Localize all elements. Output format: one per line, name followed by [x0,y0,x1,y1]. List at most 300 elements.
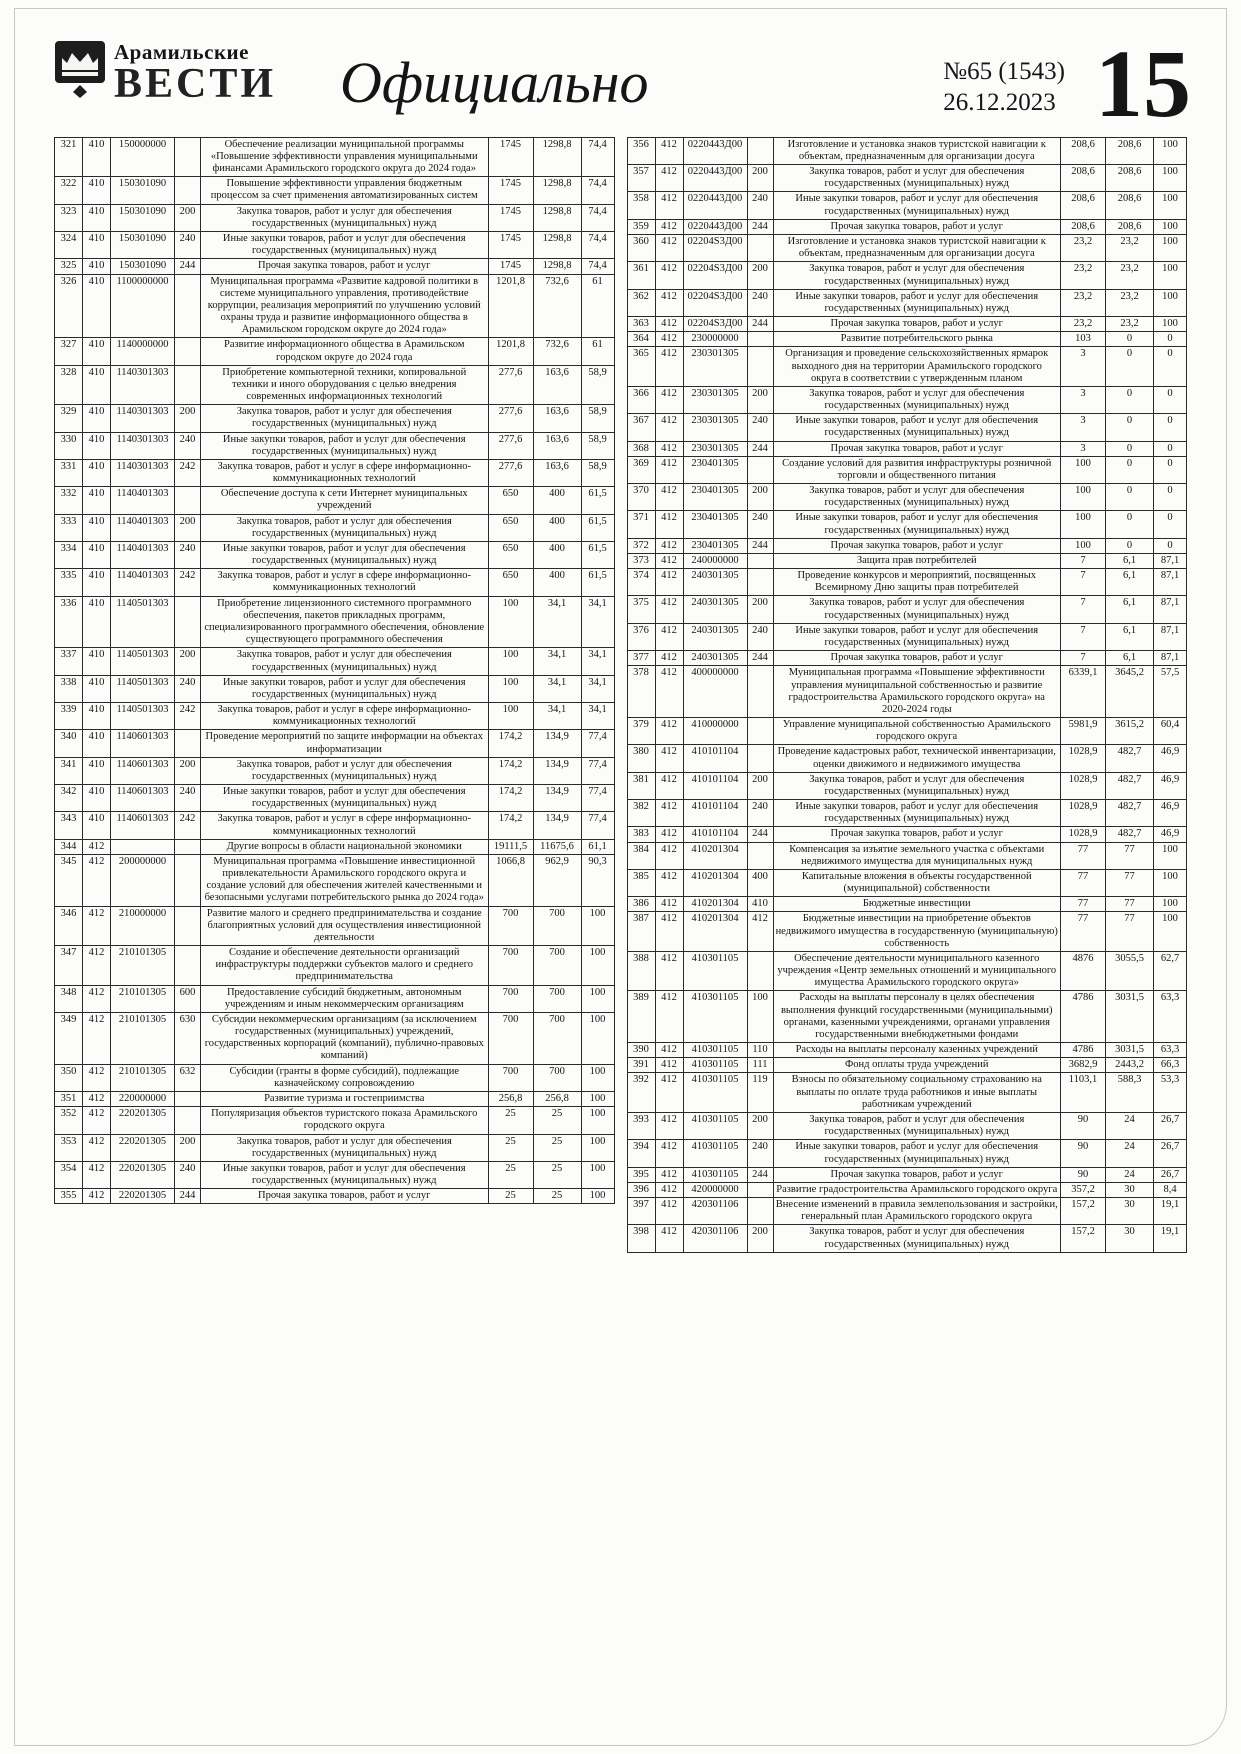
plan-value: 277,6 [488,365,533,405]
row-number: 337 [55,648,83,675]
table-row [627,745,1187,772]
percent-value: 0 [1154,332,1187,347]
newspaper-name [114,40,276,105]
expense-description: Приобретение компьютерной техники, копировальной техники и иного оборудования с целью внедрения современных информационных технологий [201,365,489,405]
row-number: 383 [627,827,655,842]
issue-block [943,56,1065,119]
expense-type-code: 240 [747,511,773,538]
row-number: 367 [627,414,655,441]
chapter-code: 412 [655,1058,683,1073]
expense-type-code: 240 [747,289,773,316]
plan-value: 100 [1061,538,1106,553]
target-article-code: 200000000 [111,854,175,906]
executed-value: 0 [1106,538,1154,553]
row-number: 373 [627,553,655,568]
row-number: 347 [55,946,83,986]
plan-value: 1028,9 [1061,827,1106,842]
chapter-code: 412 [655,1043,683,1058]
expense-type-code [175,854,201,906]
executed-value: 134,9 [533,730,581,757]
chapter-code: 412 [655,538,683,553]
plan-value: 1745 [488,177,533,204]
row-number: 330 [55,432,83,459]
expense-description: Закупка товаров, работ и услуг в сфере информационно-коммуникационных технологий [201,459,489,486]
row-number: 354 [55,1161,83,1188]
table-row [55,812,615,839]
executed-value: 732,6 [533,274,581,338]
target-article-code: 410101104 [683,827,747,842]
target-article-code: 0220443Д00 [683,219,747,234]
table-row [627,897,1187,912]
table-row [627,553,1187,568]
table-row [627,441,1187,456]
expense-type-code: 200 [747,772,773,799]
executed-value: 400 [533,569,581,596]
row-number: 389 [627,991,655,1043]
right-column [627,137,1188,1253]
expense-description: Иные закупки товаров, работ и услуг для обеспечения государственных (муниципальных) нужд [773,414,1061,441]
table-row [627,386,1187,413]
row-number: 378 [627,666,655,718]
row-number: 342 [55,785,83,812]
plan-value: 1201,8 [488,338,533,365]
percent-value: 60,4 [1154,718,1187,745]
expense-type-code [175,137,201,177]
executed-value: 3055,5 [1106,951,1154,991]
plan-value: 157,2 [1061,1225,1106,1252]
row-number: 325 [55,259,83,274]
executed-value: 134,9 [533,812,581,839]
executed-value: 25 [533,1107,581,1134]
executed-value: 163,6 [533,459,581,486]
target-article-code: 1140401303 [111,514,175,541]
target-article-code: 240000000 [683,553,747,568]
executed-value: 163,6 [533,365,581,405]
chapter-code: 412 [655,347,683,387]
target-article-code: 1140501303 [111,648,175,675]
table-row [627,1140,1187,1167]
expense-type-code [175,274,201,338]
row-number: 357 [627,165,655,192]
target-article-code: 0220443Д00 [683,165,747,192]
expense-type-code [747,235,773,262]
row-number: 394 [627,1140,655,1167]
chapter-code: 412 [655,1182,683,1197]
row-number: 349 [55,1012,83,1064]
table-row [55,459,615,486]
row-number: 395 [627,1167,655,1182]
plan-value: 650 [488,541,533,568]
percent-value: 100 [581,1107,614,1134]
plan-value: 256,8 [488,1092,533,1107]
row-number: 338 [55,675,83,702]
expense-description: Закупка товаров, работ и услуг для обеспечения государственных (муниципальных) нужд [773,165,1061,192]
plan-value: 174,2 [488,785,533,812]
expense-description: Прочая закупка товаров, работ и услуг [201,1189,489,1204]
percent-value: 100 [1154,219,1187,234]
expense-description: Иные закупки товаров, работ и услуг для обеспечения государственных (муниципальных) нужд [773,623,1061,650]
expense-type-code: 632 [175,1064,201,1091]
table-row [627,332,1187,347]
plan-value: 174,2 [488,730,533,757]
target-article-code: 230000000 [683,332,747,347]
row-number: 350 [55,1064,83,1091]
percent-value: 100 [581,1134,614,1161]
expense-description: Муниципальная программа «Повышение эффективности управления муниципальной собственностью и развитие градостроительства Арамильского городского округа» на 2020-2024 годы [773,666,1061,718]
chapter-code: 412 [655,553,683,568]
executed-value: 0 [1106,484,1154,511]
percent-value: 46,9 [1154,827,1187,842]
expense-description: Закупка товаров, работ и услуг в сфере информационно-коммуникационных технологий [201,812,489,839]
executed-value: 6,1 [1106,651,1154,666]
expense-type-code [747,332,773,347]
expense-description: Иные закупки товаров, работ и услуг для обеспечения государственных (муниципальных) нужд [773,511,1061,538]
executed-value: 163,6 [533,432,581,459]
plan-value: 23,2 [1061,317,1106,332]
plan-value: 77 [1061,897,1106,912]
executed-value: 134,9 [533,785,581,812]
expense-description: Иные закупки товаров, работ и услуг для обеспечения государственных (муниципальных) нужд [773,800,1061,827]
expense-description: Закупка товаров, работ и услуг для обеспечения государственных (муниципальных) нужд [773,262,1061,289]
plan-value: 23,2 [1061,262,1106,289]
expense-type-code: 412 [747,912,773,952]
table-row [627,538,1187,553]
expense-type-code: 244 [175,1189,201,1204]
expense-type-code [175,1092,201,1107]
target-article-code: 410101104 [683,800,747,827]
percent-value: 100 [1154,897,1187,912]
expense-type-code [747,666,773,718]
page-number: 15 [1095,30,1191,137]
plan-value: 700 [488,946,533,986]
chapter-code: 412 [655,827,683,842]
percent-value: 0 [1154,347,1187,387]
executed-value: 588,3 [1106,1073,1154,1113]
percent-value: 87,1 [1154,569,1187,596]
percent-value: 8,4 [1154,1182,1187,1197]
row-number: 390 [627,1043,655,1058]
newspaper-name-line1: Арамильские [114,40,249,64]
percent-value: 26,7 [1154,1167,1187,1182]
expense-description: Иные закупки товаров, работ и услуг для обеспечения государственных (муниципальных) нужд [773,1140,1061,1167]
percent-value: 100 [1154,165,1187,192]
executed-value: 1298,8 [533,204,581,231]
executed-value: 732,6 [533,338,581,365]
percent-value: 46,9 [1154,745,1187,772]
executed-value: 25 [533,1161,581,1188]
table-row [627,1043,1187,1058]
percent-value: 61,5 [581,541,614,568]
expense-description: Иные закупки товаров, работ и услуг для обеспечения государственных (муниципальных) нужд [201,541,489,568]
percent-value: 61,5 [581,569,614,596]
target-article-code: 410101104 [683,772,747,799]
target-article-code: 220000000 [111,1092,175,1107]
chapter-code: 412 [655,192,683,219]
chapter-code: 412 [655,596,683,623]
percent-value: 19,1 [1154,1225,1187,1252]
expense-description: Проведение кадастровых работ, технической инвентаризации, оценки движимого и недвижимого имущества [773,745,1061,772]
target-article-code: 1140401303 [111,541,175,568]
target-article-code: 240301305 [683,623,747,650]
expense-description: Проведение конкурсов и мероприятий, посвященных Всемирному Дню защиты прав потребителей [773,569,1061,596]
row-number: 361 [627,262,655,289]
chapter-code: 412 [655,456,683,483]
row-number: 393 [627,1113,655,1140]
expense-description: Обеспечение деятельности муниципального казенного учреждения «Центр земельных отношений и муниципального имущества Арамильского городского округа» [773,951,1061,991]
percent-value: 100 [1154,869,1187,896]
plan-value: 7 [1061,553,1106,568]
expense-type-code: 110 [747,1043,773,1058]
executed-value: 30 [1106,1225,1154,1252]
target-article-code: 420301106 [683,1225,747,1252]
plan-value: 3 [1061,386,1106,413]
target-article-code: 410301105 [683,1140,747,1167]
expense-type-code [747,137,773,164]
plan-value: 650 [488,569,533,596]
row-number: 377 [627,651,655,666]
executed-value: 34,1 [533,675,581,702]
expense-description: Обеспечение доступа к сети Интернет муниципальных учреждений [201,487,489,514]
expense-type-code: 244 [747,827,773,842]
expense-type-code [747,347,773,387]
expense-type-code [747,951,773,991]
target-article-code: 1140501303 [111,675,175,702]
chapter-code: 410 [83,405,111,432]
expense-type-code: 200 [175,514,201,541]
expense-description: Бюджетные инвестиции на приобретение объектов недвижимого имущества в государственную (муниципальную) собственность [773,912,1061,952]
expense-description: Прочая закупка товаров, работ и услуг [773,441,1061,456]
row-number: 358 [627,192,655,219]
chapter-code: 412 [655,842,683,869]
percent-value: 100 [581,906,614,946]
row-number: 360 [627,235,655,262]
row-number: 346 [55,906,83,946]
chapter-code: 412 [83,1134,111,1161]
expense-type-code: 200 [747,165,773,192]
expense-description: Закупка товаров, работ и услуг для обеспечения государственных (муниципальных) нужд [201,757,489,784]
table-row [55,596,615,648]
expense-description: Субсидии некоммерческим организациям (за исключением государственных (муниципальных) учреждений, государственных корпораций (компаний), публично-правовых компаний) [201,1012,489,1064]
expense-description: Управление муниципальной собственностью Арамильского городского округа [773,718,1061,745]
row-number: 332 [55,487,83,514]
expense-description: Развитие потребительского рынка [773,332,1061,347]
row-number: 327 [55,338,83,365]
chapter-code: 410 [83,137,111,177]
percent-value: 34,1 [581,675,614,702]
plan-value: 25 [488,1189,533,1204]
plan-value: 100 [1061,484,1106,511]
target-article-code: 410301105 [683,1113,747,1140]
plan-value: 90 [1061,1140,1106,1167]
expense-type-code: 240 [747,623,773,650]
chapter-code: 412 [655,897,683,912]
table-row [55,405,615,432]
table-row [627,165,1187,192]
plan-value: 3 [1061,347,1106,387]
plan-value: 100 [488,703,533,730]
expense-type-code: 242 [175,703,201,730]
plan-value: 90 [1061,1167,1106,1182]
target-article-code: 220201305 [111,1161,175,1188]
expense-description: Компенсация за изъятие земельного участка с объектами недвижимого имущества для муниципальных нужд [773,842,1061,869]
expense-type-code [747,1198,773,1225]
expense-type-code: 119 [747,1073,773,1113]
target-article-code: 02204S3Д00 [683,262,747,289]
plan-value: 700 [488,1012,533,1064]
row-number: 365 [627,347,655,387]
plan-value: 100 [488,675,533,702]
expense-description: Закупка товаров, работ и услуг для обеспечения государственных (муниципальных) нужд [773,596,1061,623]
executed-value: 256,8 [533,1092,581,1107]
percent-value: 87,1 [1154,623,1187,650]
percent-value: 58,9 [581,365,614,405]
expense-type-code: 200 [747,386,773,413]
row-number: 369 [627,456,655,483]
executed-value: 23,2 [1106,262,1154,289]
plan-value: 650 [488,487,533,514]
target-article-code: 1140601303 [111,812,175,839]
percent-value: 100 [581,1012,614,1064]
expense-description: Прочая закупка товаров, работ и услуг [773,317,1061,332]
chapter-code: 412 [655,1225,683,1252]
expense-type-code: 242 [175,812,201,839]
chapter-code: 410 [83,596,111,648]
target-article-code: 410201304 [683,842,747,869]
table-row [627,842,1187,869]
target-article-code: 1140401303 [111,569,175,596]
row-number: 368 [627,441,655,456]
executed-value: 3615,2 [1106,718,1154,745]
table-row [55,730,615,757]
expense-description: Закупка товаров, работ и услуг для обеспечения государственных (муниципальных) нужд [773,772,1061,799]
executed-value: 2443,2 [1106,1058,1154,1073]
row-number: 392 [627,1073,655,1113]
table-row [627,484,1187,511]
expense-description: Развитие туризма и гостеприимства [201,1092,489,1107]
executed-value: 700 [533,985,581,1012]
table-row [627,1167,1187,1182]
target-article-code: 230301305 [683,441,747,456]
plan-value: 700 [488,906,533,946]
expense-description: Иные закупки товаров, работ и услуг для обеспечения государственных (муниципальных) нужд [201,1161,489,1188]
row-number: 335 [55,569,83,596]
row-number: 348 [55,985,83,1012]
expense-description: Предоставление субсидий бюджетным, автономным учреждениям и иным некоммерческим организациям [201,985,489,1012]
table-row [627,1182,1187,1197]
table-row [55,365,615,405]
row-number: 391 [627,1058,655,1073]
expense-type-code [175,487,201,514]
row-number: 353 [55,1134,83,1161]
chapter-code: 412 [655,569,683,596]
plan-value: 6339,1 [1061,666,1106,718]
percent-value: 66,3 [1154,1058,1187,1073]
row-number: 364 [627,332,655,347]
chapter-code: 410 [83,569,111,596]
chapter-code: 412 [655,332,683,347]
percent-value: 100 [1154,235,1187,262]
table-row [55,703,615,730]
percent-value: 0 [1154,484,1187,511]
percent-value: 26,7 [1154,1140,1187,1167]
chapter-code: 412 [655,1073,683,1113]
expense-description: Закупка товаров, работ и услуг для обеспечения государственных (муниципальных) нужд [201,648,489,675]
executed-value: 6,1 [1106,553,1154,568]
expense-description: Расходы на выплаты персоналу в целях обеспечения выполнения функций государственными (муниципальными) органами, казенными учреждениями, органами управления государственными внебюджетными фондами [773,991,1061,1043]
table-row [627,772,1187,799]
plan-value: 25 [488,1161,533,1188]
target-article-code: 210101305 [111,1012,175,1064]
executed-value: 34,1 [533,648,581,675]
expense-description: Иные закупки товаров, работ и услуг для обеспечения государственных (муниципальных) нужд [201,432,489,459]
table-row [627,1198,1187,1225]
plan-value: 277,6 [488,405,533,432]
expense-type-code [747,842,773,869]
target-article-code: 410201304 [683,869,747,896]
row-number: 326 [55,274,83,338]
executed-value: 23,2 [1106,289,1154,316]
expense-type-code: 111 [747,1058,773,1073]
plan-value: 23,2 [1061,235,1106,262]
plan-value: 1201,8 [488,274,533,338]
table-row [627,827,1187,842]
chapter-code: 412 [655,386,683,413]
percent-value: 100 [581,1092,614,1107]
percent-value: 61,5 [581,487,614,514]
plan-value: 7 [1061,651,1106,666]
expense-description: Расходы на выплаты персоналу казенных учреждений [773,1043,1061,1058]
plan-value: 4786 [1061,991,1106,1043]
executed-value: 30 [1106,1182,1154,1197]
plan-value: 3 [1061,441,1106,456]
plan-value: 77 [1061,912,1106,952]
executed-value: 482,7 [1106,772,1154,799]
row-number: 386 [627,897,655,912]
expense-type-code: 600 [175,985,201,1012]
executed-value: 6,1 [1106,623,1154,650]
expense-type-code: 244 [747,441,773,456]
expense-description: Закупка товаров, работ и услуг для обеспечения государственных (муниципальных) нужд [201,204,489,231]
chapter-code: 412 [655,165,683,192]
expense-type-code: 100 [747,991,773,1043]
chapter-code: 410 [83,757,111,784]
issue-date: 26.12.2023 [943,89,1056,117]
table-row [627,569,1187,596]
expense-description: Закупка товаров, работ и услуг для обеспечения государственных (муниципальных) нужд [201,1134,489,1161]
executed-value: 23,2 [1106,317,1154,332]
executed-value: 208,6 [1106,219,1154,234]
target-article-code: 02204S3Д00 [683,317,747,332]
target-article-code: 240301305 [683,651,747,666]
executed-value: 208,6 [1106,192,1154,219]
target-article-code: 210101305 [111,1064,175,1091]
expense-description: Развитие информационного общества в Арамильском городском округе до 2024 года [201,338,489,365]
newspaper-brand [54,40,310,105]
executed-value: 400 [533,541,581,568]
plan-value: 1028,9 [1061,745,1106,772]
percent-value: 74,4 [581,137,614,177]
chapter-code: 410 [83,812,111,839]
percent-value: 90,3 [581,854,614,906]
row-number: 396 [627,1182,655,1197]
executed-value: 23,2 [1106,235,1154,262]
expense-type-code [747,718,773,745]
expense-type-code: 240 [747,1140,773,1167]
executed-value: 25 [533,1134,581,1161]
expense-description: Закупка товаров, работ и услуг в сфере информационно-коммуникационных технологий [201,569,489,596]
chapter-code: 412 [83,906,111,946]
table-row [55,1161,615,1188]
